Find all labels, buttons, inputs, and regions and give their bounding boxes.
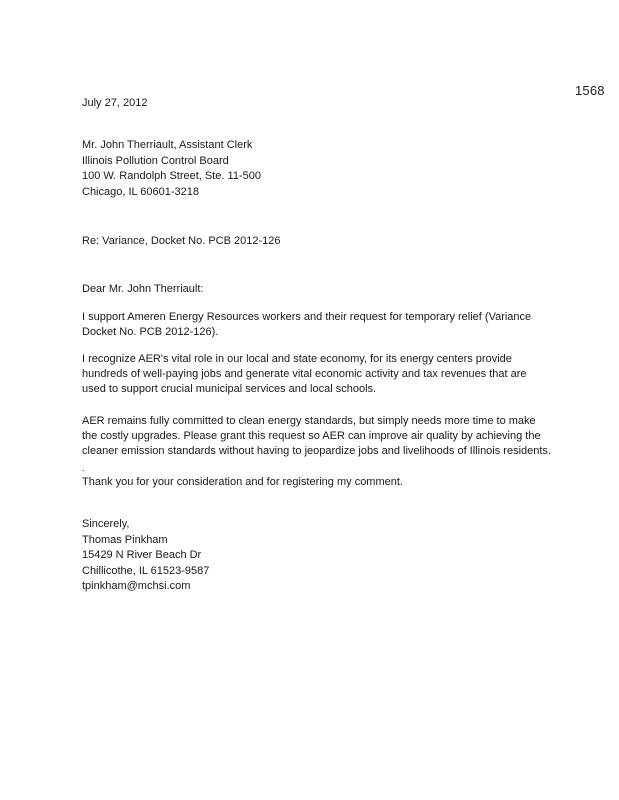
- paragraph-line: Docket No. PCB 2012-126).: [82, 326, 219, 338]
- paragraph-line: I recognize AER's vital role in our local and state economy, for its energy centers provide: [82, 353, 512, 365]
- paragraph-line: AER remains fully committed to clean energy standards, but simply needs more time to make: [82, 415, 536, 427]
- recipient-line: 100 W. Randolph Street, Ste. 11-500: [82, 170, 261, 182]
- page-number: 1568: [575, 83, 605, 98]
- sender-email: tpinkham@mchsi.com: [82, 580, 191, 592]
- letter-date: July 27, 2012: [82, 97, 148, 109]
- salutation: Dear Mr. John Therriault:: [82, 283, 204, 295]
- subject-line: Re: Variance, Docket No. PCB 2012-126: [82, 235, 281, 247]
- paragraph-line: I support Ameren Energy Resources workers and their request for temporary relief (Variance: [82, 311, 532, 323]
- sender-city: Chillicothe, IL 61523-9587: [82, 564, 210, 577]
- body-paragraph: [82, 475, 403, 490]
- body-paragraph: [82, 352, 527, 397]
- body-paragraph: [82, 310, 531, 340]
- recipient-line: Mr. John Therriault, Assistant Clerk: [82, 139, 253, 151]
- closing: Sincerely,: [82, 518, 130, 530]
- recipient-address: [82, 138, 261, 200]
- paragraph-line: Thank you for your consideration and for registering my comment.: [82, 476, 403, 488]
- paragraph-line: used to support crucial municipal services and local schools.: [82, 383, 377, 395]
- recipient-line: Chicago, IL 60601-3218: [82, 185, 200, 198]
- paragraph-line: hundreds of well-paying jobs and generate vital economic activity and tax revenues that are: [82, 368, 527, 380]
- signature-block: [82, 517, 209, 595]
- stray-mark: .: [82, 463, 85, 473]
- body-paragraph: [82, 414, 551, 459]
- sender-name: Thomas Pinkham: [82, 533, 168, 546]
- sender-street: 15429 N River Beach Dr: [82, 549, 202, 561]
- paragraph-line: cleaner emission standards without having to jeopardize jobs and livelihoods of Illinois residents.: [82, 445, 551, 457]
- paragraph-line: the costly upgrades. Please grant this request so AER can improve air quality by achieving the: [82, 430, 541, 442]
- recipient-line: Illinois Pollution Control Board: [82, 154, 229, 167]
